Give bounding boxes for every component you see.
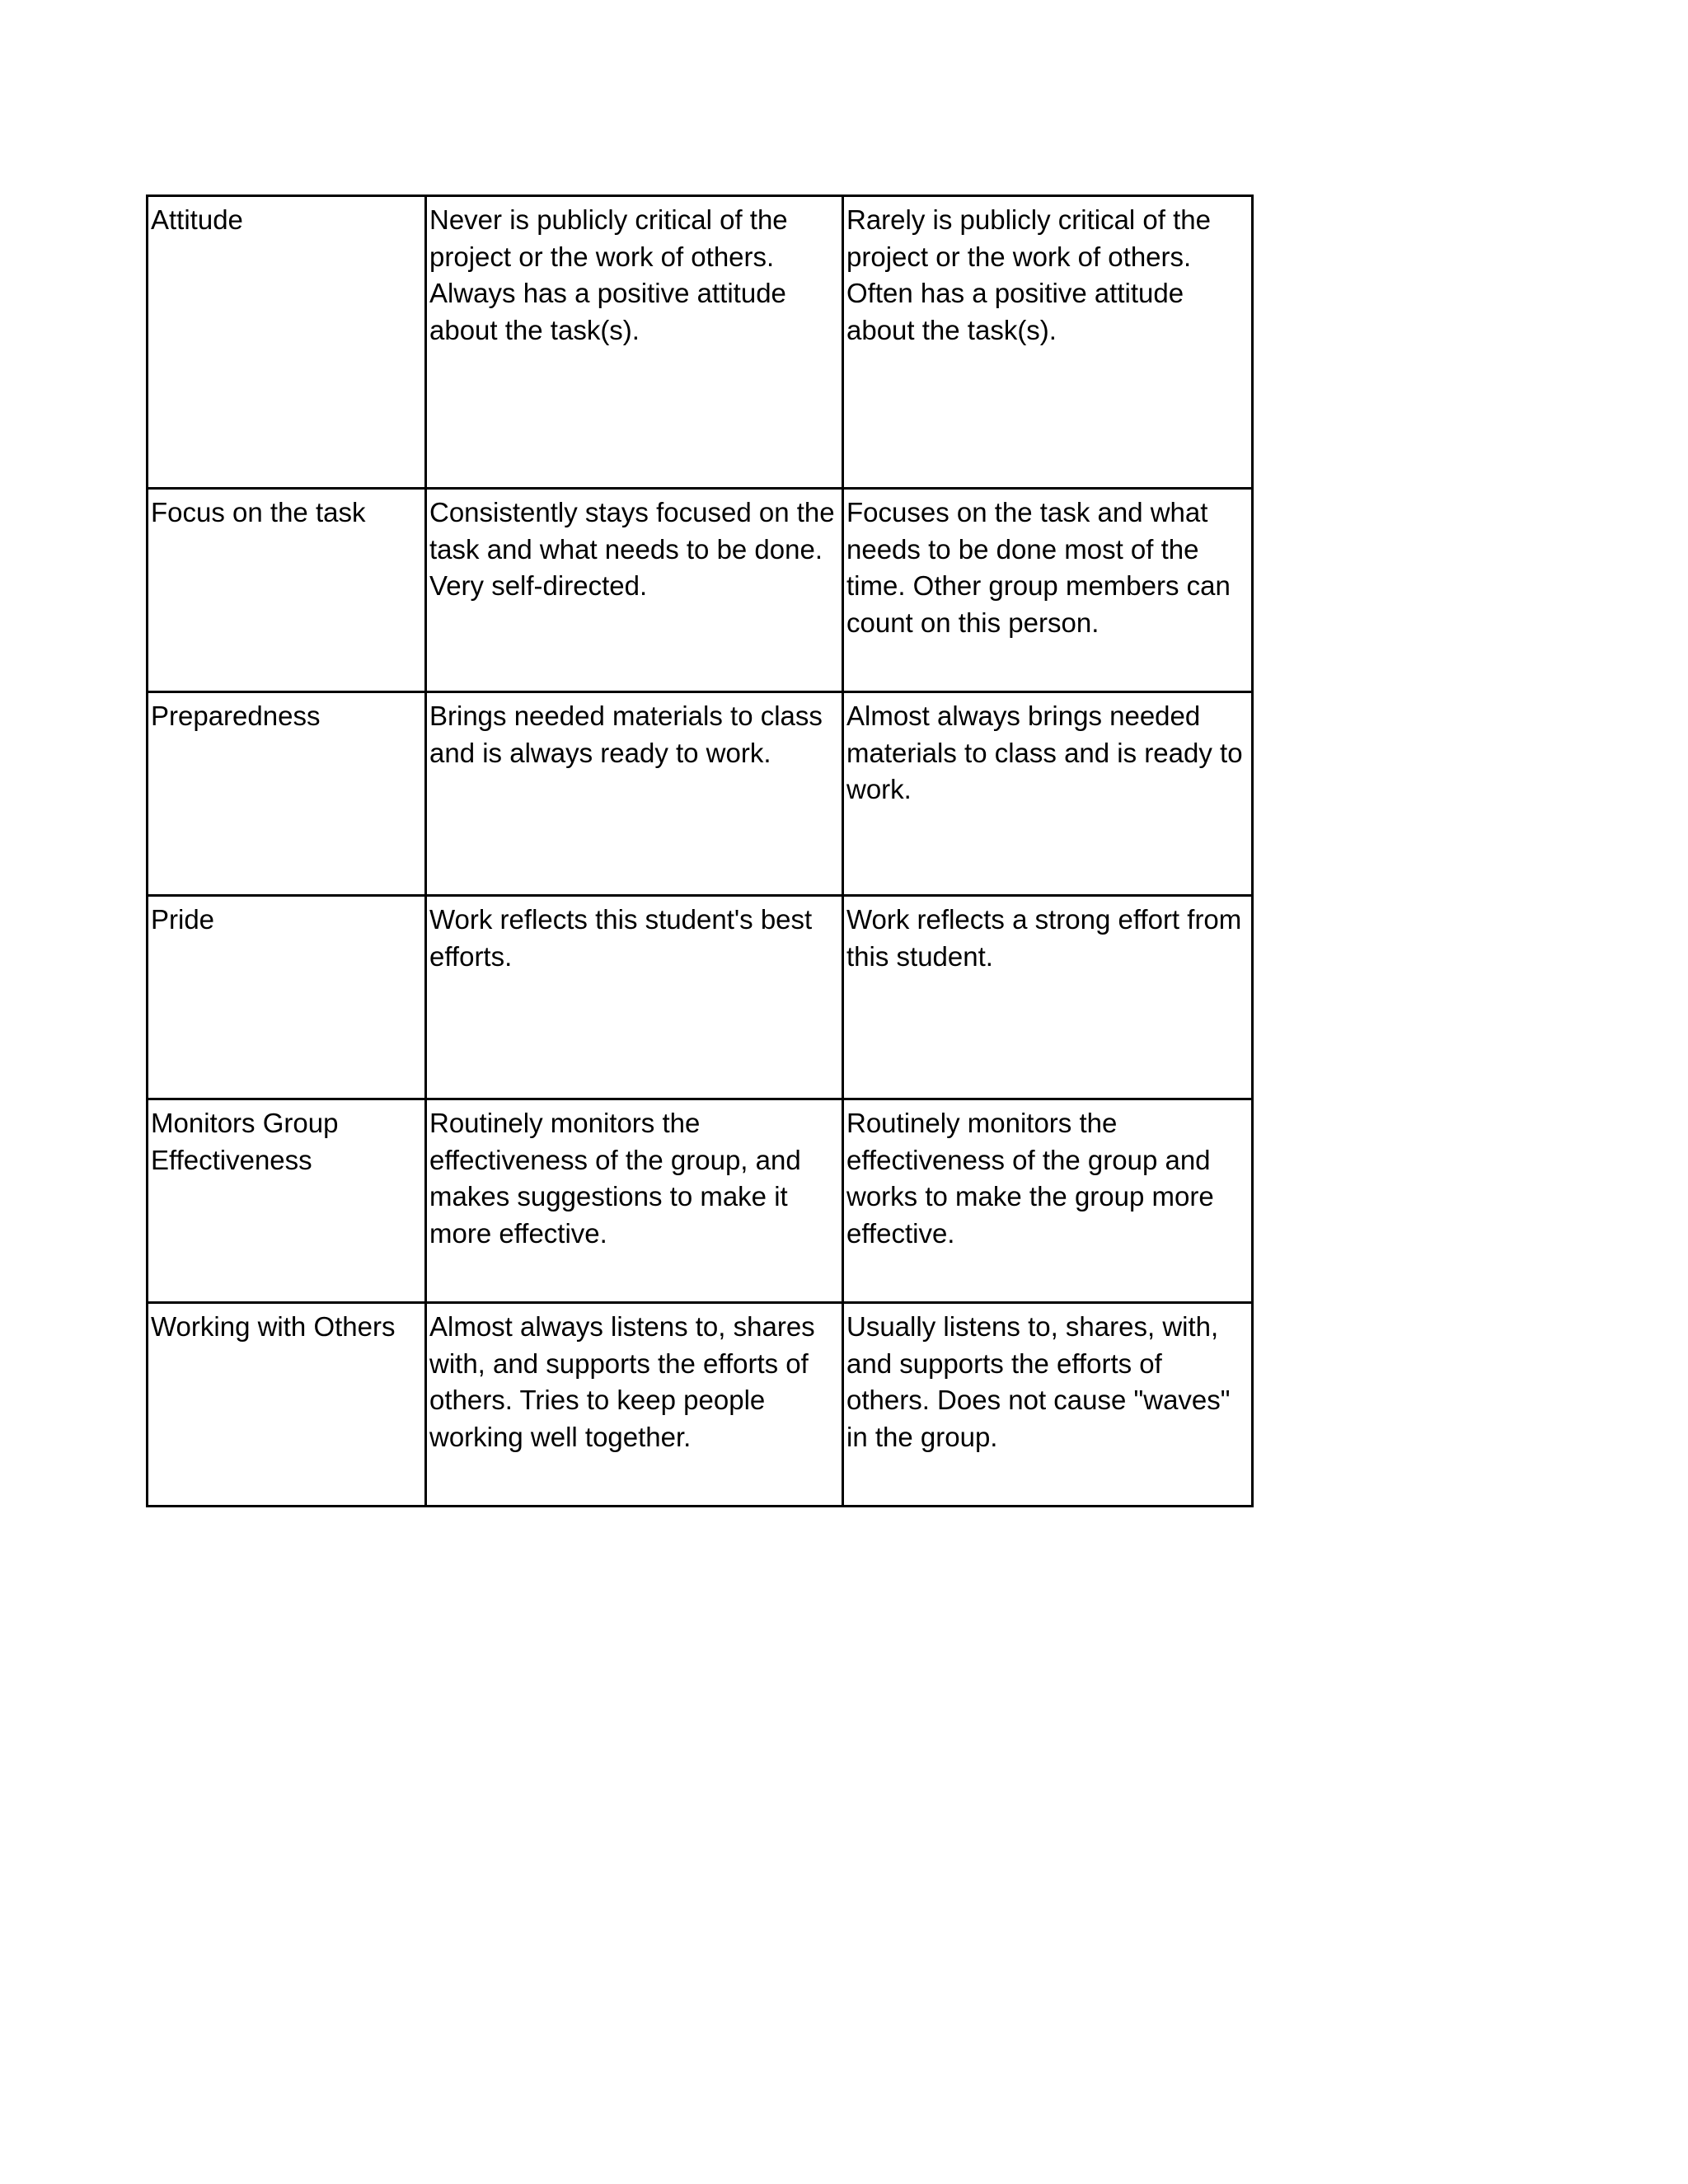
rubric-level-b-cell: Usually listens to, shares, with, and supports the efforts of others. Does not cause "waves" in the group. — [843, 1303, 1253, 1507]
rubric-level-a-cell: Routinely monitors the effectiveness of the group, and makes suggestions to make it more effective. — [426, 1099, 843, 1303]
rubric-category-cell: Pride — [148, 896, 426, 1099]
rubric-level-a-cell: Brings needed materials to class and is always ready to work. — [426, 692, 843, 896]
rubric-level-a-cell: Never is publicly critical of the project or the work of others. Always has a positive attitude about the task(s). — [426, 196, 843, 489]
rubric-category-cell: Working with Others — [148, 1303, 426, 1507]
rubric-level-a-cell: Work reflects this student's best efforts. — [426, 896, 843, 1099]
rubric-level-b-cell: Work reflects a strong effort from this student. — [843, 896, 1253, 1099]
rubric-table — [146, 194, 1254, 1507]
rubric-category-cell: Preparedness — [148, 692, 426, 896]
rubric-row-pride — [148, 896, 1253, 1099]
rubric-category-cell: Focus on the task — [148, 489, 426, 692]
rubric-category-cell: Attitude — [148, 196, 426, 489]
rubric-level-b-cell: Almost always brings needed materials to class and is ready to work. — [843, 692, 1253, 896]
rubric-category-cell: Monitors Group Effectiveness — [148, 1099, 426, 1303]
rubric-row-focus — [148, 489, 1253, 692]
rubric-row-preparedness — [148, 692, 1253, 896]
rubric-row-attitude — [148, 196, 1253, 489]
rubric-row-monitors-group — [148, 1099, 1253, 1303]
rubric-row-working-with-others — [148, 1303, 1253, 1507]
rubric-level-a-cell: Consistently stays focused on the task and what needs to be done. Very self-directed. — [426, 489, 843, 692]
rubric-level-b-cell: Routinely monitors the effectiveness of the group and works to make the group more effective. — [843, 1099, 1253, 1303]
rubric-level-b-cell: Focuses on the task and what needs to be done most of the time. Other group members can count on this person. — [843, 489, 1253, 692]
rubric-level-a-cell: Almost always listens to, shares with, and supports the efforts of others. Tries to keep people working well together. — [426, 1303, 843, 1507]
rubric-level-b-cell: Rarely is publicly critical of the project or the work of others. Often has a positive attitude about the task(s). — [843, 196, 1253, 489]
